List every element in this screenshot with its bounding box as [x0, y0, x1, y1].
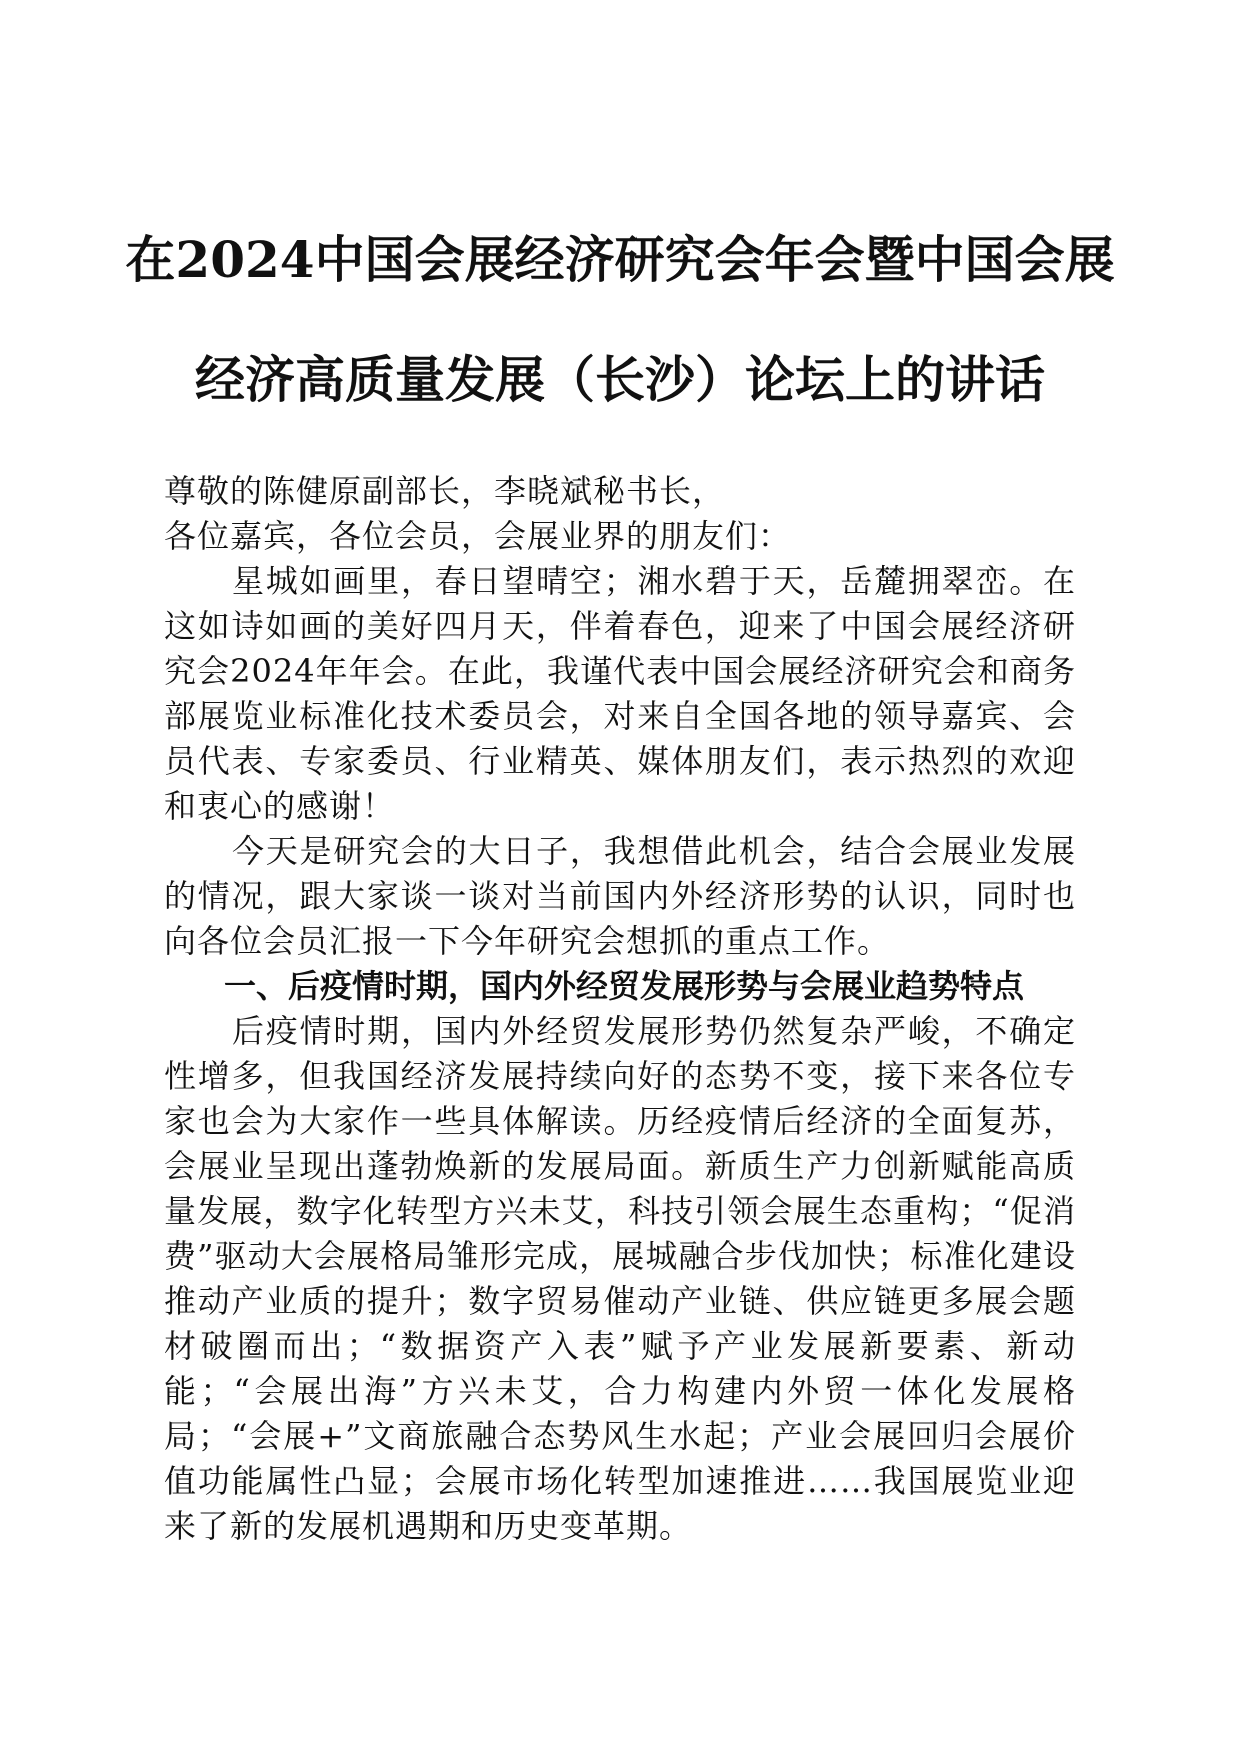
- section-heading: 一、后疫情时期，国内外经贸发展形势与会展业趋势特点: [224, 967, 1025, 1005]
- document-title-line-1: 在2024中国会展经济研究会年会暨中国会展: [125, 230, 1115, 289]
- paragraph-intro: 今天是研究会的大日子，我想借此机会，结合会展业发展的情况，跟大家谈一谈对当前国内外经济形势的认识，同时也向各位会员汇报一下今年研究会想抓的重点工作。: [164, 832, 1076, 960]
- salutation-line-2: 各位嘉宾，各位会员，会展业界的朋友们：: [164, 517, 792, 555]
- document-title-line-2: 经济高质量发展（长沙）论坛上的讲话: [195, 350, 1045, 409]
- document-body: [164, 469, 1076, 1549]
- salutation-line-1: 尊敬的陈健原副部长，李晓斌秘书长，: [164, 472, 726, 510]
- paragraph-welcome: 星城如画里，春日望晴空；湘水碧于天，岳麓拥翠峦。在这如诗如画的美好四月天，伴着春色，迎来了中国会展经济研究会2024年年会。在此，我谨代表中国会展经济研究会和商务部展览业标准化技术委员会，对来自全国各地的领导嘉宾、会员代表、专家委员、行业精英、媒体朋友们，表示热烈的欢迎和衷心的感谢！: [164, 562, 1076, 825]
- paragraph-trends: 后疫情时期，国内外经贸发展形势仍然复杂严峻，不确定性增多，但我国经济发展持续向好的态势不变，接下来各位专家也会为大家作一些具体解读。历经疫情后经济的全面复苏，会展业呈现出蓬勃焕新的发展局面。新质生产力创新赋能高质量发展，数字化转型方兴未艾，科技引领会展生态重构；“促消费”驱动大会展格局雏形完成，展城融合步伐加快；标准化建设推动产业质的提升；数字贸易催动产业链、供应链更多展会题材破圈而出；“数据资产入表”赋予产业发展新要素、新动能；“会展出海”方兴未艾，合力构建内外贸一体化发展格局；“会展+”文商旅融合态势风生水起；产业会展回归会展价值功能属性凸显；会展市场化转型加速推进……我国展览业迎来了新的发展机遇期和历史变革期。: [164, 1012, 1076, 1545]
